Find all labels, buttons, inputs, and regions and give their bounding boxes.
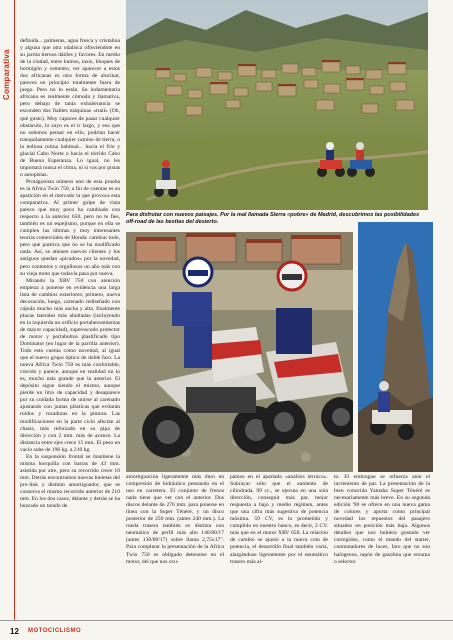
page-number: 12 xyxy=(10,627,19,636)
photo-caption-top: Para disfrutar con nuevos paisajes. Por la mal llamada Sierra «pobre» de Madrid, descubrimos las posibilidades off-road de las bestias del desierto. xyxy=(126,212,420,225)
paragraph: En la suspensión frontal se mantiene la misma horquilla con barras de 43 mm. asistida por aire, pero su recorrido crece 10 mm. Detrás encontramos nuevas bieletas del pro-link y distinto amortiguador, que se conserva el mismo recorrido anterior de 210 mm. En los dos casos, delante y detrás se ha buscado un tarado de xyxy=(20,453,120,510)
magazine-name: MOTOCICLISMO xyxy=(28,628,82,634)
photo-two-motorcycles xyxy=(126,232,353,472)
side-rule xyxy=(14,0,15,620)
section-label: Comparativa xyxy=(2,49,11,100)
paragraph: Mirando la XRV 750 con atención empieza a ponerse en evidencia una larga lista de cambios exteriores; primero, nueva decoración, luego, carenado rediseñado con cúpula mucho más ancha y alta, finalmente placas laterales más abultadas (incluyendo en la izquierda un orificio portaherramientas de mayor capacidad), superoscudo protector de motor y portabultos plastificado tipo Dominator (en lugar de la parrilla anterior). Todo esto cuenta como novedad, al igual que el nuevo grupo óptico de doble faro. La nueva Africa Twin 750 es más confortable, crecido y parece, aunque en realidad no lo es, mucho más grande que la anterior. El depósito sigue siendo el mismo, aunque pierde un litro de capacidad y desaparece por su cuidada forma de unirse al carenado ajustando con juntas plásticas que evitarán ruidos y rozaduras en la pintura. Las modificaciones en la parte ciclo afectan al chasis, más reforzado en su pipa de dirección y con 2 mm. más de avance. La distancia entre ejes crece 15 mm. El peso en vacío sube de 196 kg. a 210 kg. xyxy=(20,277,120,453)
text-column-mid2: pamos en el apartado «análisis técnico». Subrayar sólo que el aumento de cilindrada, 99 cc., se ejecuta en una sola dirección, conseguir más par, mejor respuesta a bajo y medio régimen, antes que una cifra más sugestiva de potencia máxima. 59 CV, es lo prometido y cumplido en nuestro banco, es decir, 2 CV. más que en el motor XRV 650. La relación de cambio se ajustó a la nueva cota de potencia, el desarrollo final también varía, alargándose ligeramente por el neumático trasero más al- xyxy=(230,474,328,565)
paragraph: definida... palmeras, agua fresca y cristalina y alguna que otra odalisca ofreciéndote en su jarrita tiernos dátiles y favores. En medio de la ciudad, entre humos, taxis, bloques de hormigón y cemento, ver aparecer a estos dos africanas es otra forma de alucinar, pareces en principio totalmente fuera de juego. Pero no lo están. Su indumentaria africana es realmente cómoda y llamativa, pero debajo de tanta exhuberancia se esconden dos fiables máquinas «trail» (Oh, qué gusto). Muy capaces de pasar cualquier obstáculo, lo suyo es el ir largo, y eso que no solemos pensar en ello, podrían hacer tranquilamente cualquier camino de tierra, o la tediosa rutina habitual... hacia el frío y glacial Cabo Norte o hacia el tórrido Cabo de Buena Esperanza. Lo igual, no les importará nunca el clima, ni si vas por pistas o autopistas. xyxy=(20,38,120,178)
page-footer xyxy=(0,620,453,640)
text-column-right: to. El embrague se refuerza ante el incremento de par. La presentación de la bien conocida Yamaha Super Ténéré es necesariamente más breve. En su segunda edición '90 se ofrece en una nueva gama de colores y aporta como principal novedad los repuestos del pasajero situados en posición más baja. Algunos detalles que nos hubiera gustado ver corregidos, como el mando del starter, conmutadores de luces, faro que no son halógenos, tapón de gasolina que rezuma o selector xyxy=(334,474,430,565)
text-column-mid: amortiguación ligeramente más duro en compresión de hidráulico pensando en el uso en carretera. El conjunto de frenos nada tiene que ver con el anterior. Dos discos delante de 276 mm. para ponerse en línea con la Super Ténéré, y un disco posterior de 256 mm. (antes 240 mm.). La rueda trasera también es distinta con neumático de perfil más alto 140/80/17 (antes 130/80/17) sobre llanta 2,75x17". Para completar la presentación de la Africa Twin 750 es obligado detenerse en el motor, del que nos ocu- xyxy=(126,474,224,565)
photo-village-landscape xyxy=(126,0,428,210)
photo-rocky-terrain xyxy=(358,222,433,472)
paragraph: Protagonista número uno de esta prueba es la Africa Twin 750, a fin de cuentas es su aparición en el mercado la que provoca esta comparativa. Al primer golpe de vista parece que muy poco ha cambiado con respecto a la anterior 650, pero no te fíes, también es un espejismo, porque en ella se cumplen las últimas y muy interesantes teorías comerciales de Honda: cambiar todo, pero que parezca que no se ha modificado nada. Así, se atienen nuevos clientes y los antiguos quedan «picados» por la novedad, pero contentos y orgullosos un año más con su vieja moto que todavía pasa por nueva. xyxy=(20,178,120,277)
text-column-left xyxy=(20,38,120,618)
